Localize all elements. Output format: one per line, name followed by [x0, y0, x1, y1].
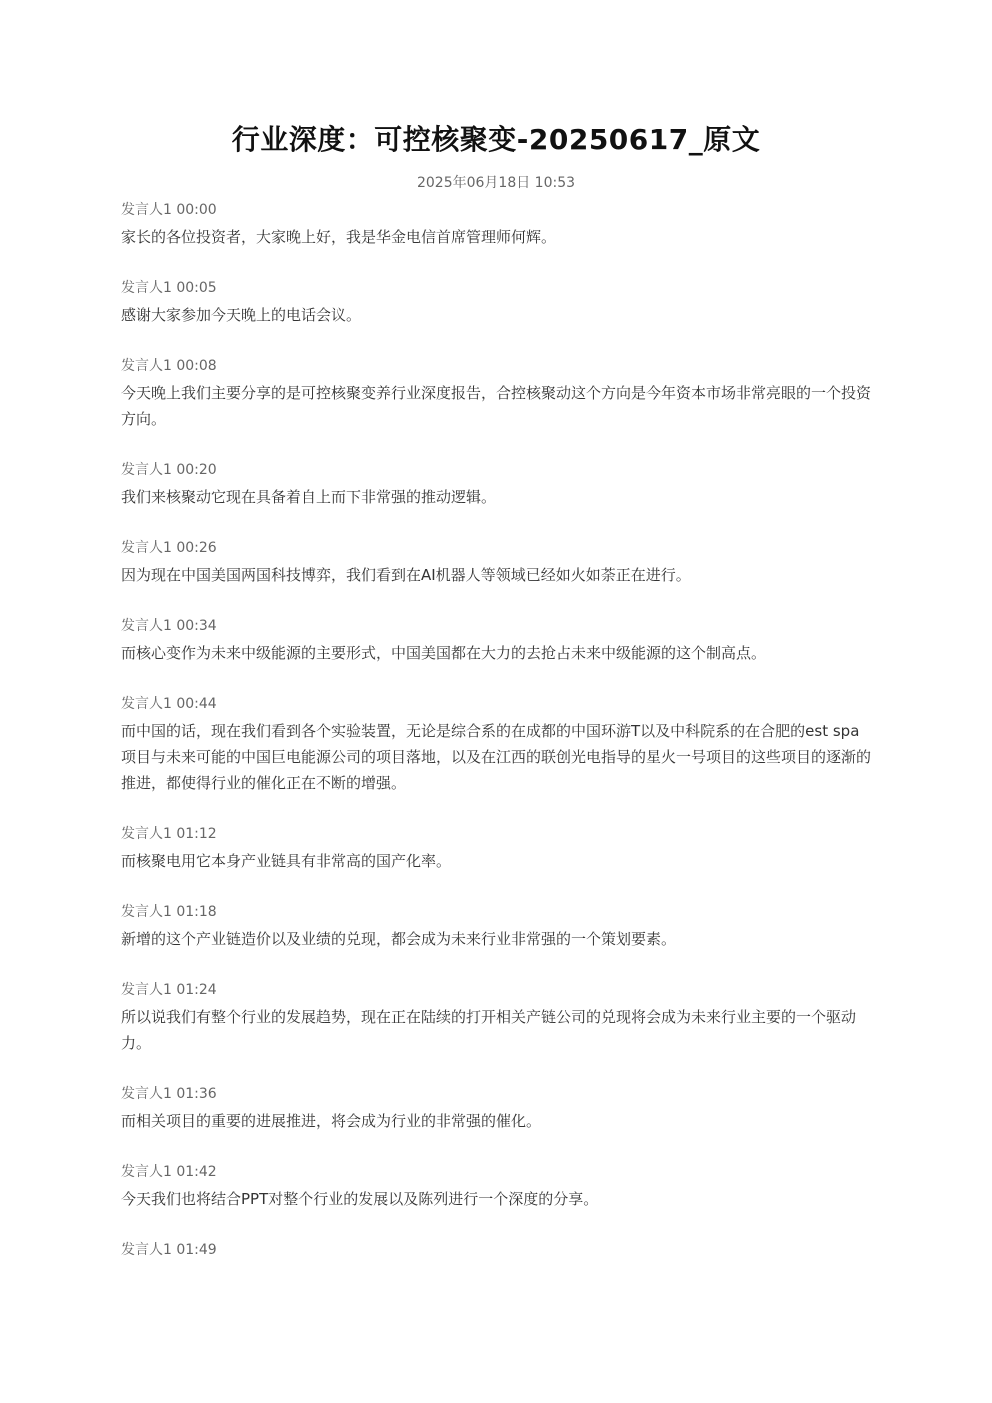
utterance-text: 而核聚电用它本身产业链具有非常高的国产化率。: [121, 852, 452, 870]
speaker-timestamp: 发言人1 00:20: [121, 462, 217, 478]
transcript-entry: [121, 276, 873, 328]
transcript-entry: [121, 1082, 873, 1134]
transcript-entries: [121, 198, 873, 1288]
speaker-timestamp: 发言人1 00:34: [121, 618, 217, 634]
transcript-entry: [121, 900, 873, 952]
utterance-text: 新增的这个产业链造价以及业绩的兑现，都会成为未来行业非常强的一个策划要素。: [121, 930, 677, 948]
utterance-text: 所以说我们有整个行业的发展趋势，现在正在陆续的打开相关产链公司的兑现将会成为未来行业主要的一个驱动力。: [121, 1008, 857, 1052]
utterance-text: 今天我们也将结合PPT对整个行业的发展以及陈列进行一个深度的分享。: [121, 1190, 599, 1208]
utterance-text: 而核心变作为未来中级能源的主要形式，中国美国都在大力的去抢占未来中级能源的这个制高点。: [121, 644, 767, 662]
transcript-entry: [121, 458, 873, 510]
speaker-timestamp: 发言人1 00:44: [121, 696, 217, 712]
transcript-entry: [121, 354, 873, 432]
utterance-text: 而相关项目的重要的进展推进，将会成为行业的非常强的催化。: [121, 1112, 542, 1130]
utterance-text: 感谢大家参加今天晚上的电话会议。: [121, 306, 362, 324]
transcript-entry: [121, 692, 873, 796]
transcript-entry: [121, 1160, 873, 1212]
transcript-entry: [121, 1238, 873, 1262]
utterance-text: 而中国的话，现在我们看到各个实验装置，无论是综合系的在成都的中国环游T以及中科院系的在合肥的est spa项目与未来可能的中国巨电能源公司的项目落地，以及在江西的联创光电指导的星火一号项目的这些项目的逐渐的推进，都使得行业的催化正在不断的增强。: [121, 722, 872, 792]
speaker-timestamp: 发言人1 00:08: [121, 358, 217, 374]
speaker-timestamp: 发言人1 01:24: [121, 982, 217, 998]
document-datetime: 2025年06月18日 10:53: [416, 175, 576, 191]
speaker-timestamp: 发言人1 01:49: [121, 1242, 217, 1258]
transcript-entry: [121, 822, 873, 874]
transcript-entry: [121, 536, 873, 588]
transcript-entry: [121, 614, 873, 666]
utterance-text: 家长的各位投资者，大家晚上好，我是华金电信首席管理师何辉。: [121, 228, 557, 246]
document-title: 行业深度：可控核聚变-20250617_原文: [231, 123, 761, 156]
speaker-timestamp: 发言人1 01:12: [121, 826, 217, 842]
utterance-text: 我们来核聚动它现在具备着自上而下非常强的推动逻辑。: [121, 488, 497, 506]
speaker-timestamp: 发言人1 01:18: [121, 904, 217, 920]
speaker-timestamp: 发言人1 00:05: [121, 280, 217, 296]
speaker-timestamp: 发言人1 01:42: [121, 1164, 217, 1180]
utterance-text: 因为现在中国美国两国科技博弈，我们看到在AI机器人等领域已经如火如荼正在进行。: [121, 566, 691, 584]
speaker-timestamp: 发言人1 00:26: [121, 540, 217, 556]
utterance-text: 今天晚上我们主要分享的是可控核聚变养行业深度报告，合控核聚动这个方向是今年资本市场非常亮眼的一个投资方向。: [121, 384, 872, 428]
transcript-entry: [121, 978, 873, 1056]
speaker-timestamp: 发言人1 00:00: [121, 202, 217, 218]
transcript-entry: [121, 198, 873, 250]
speaker-timestamp: 发言人1 01:36: [121, 1086, 217, 1102]
